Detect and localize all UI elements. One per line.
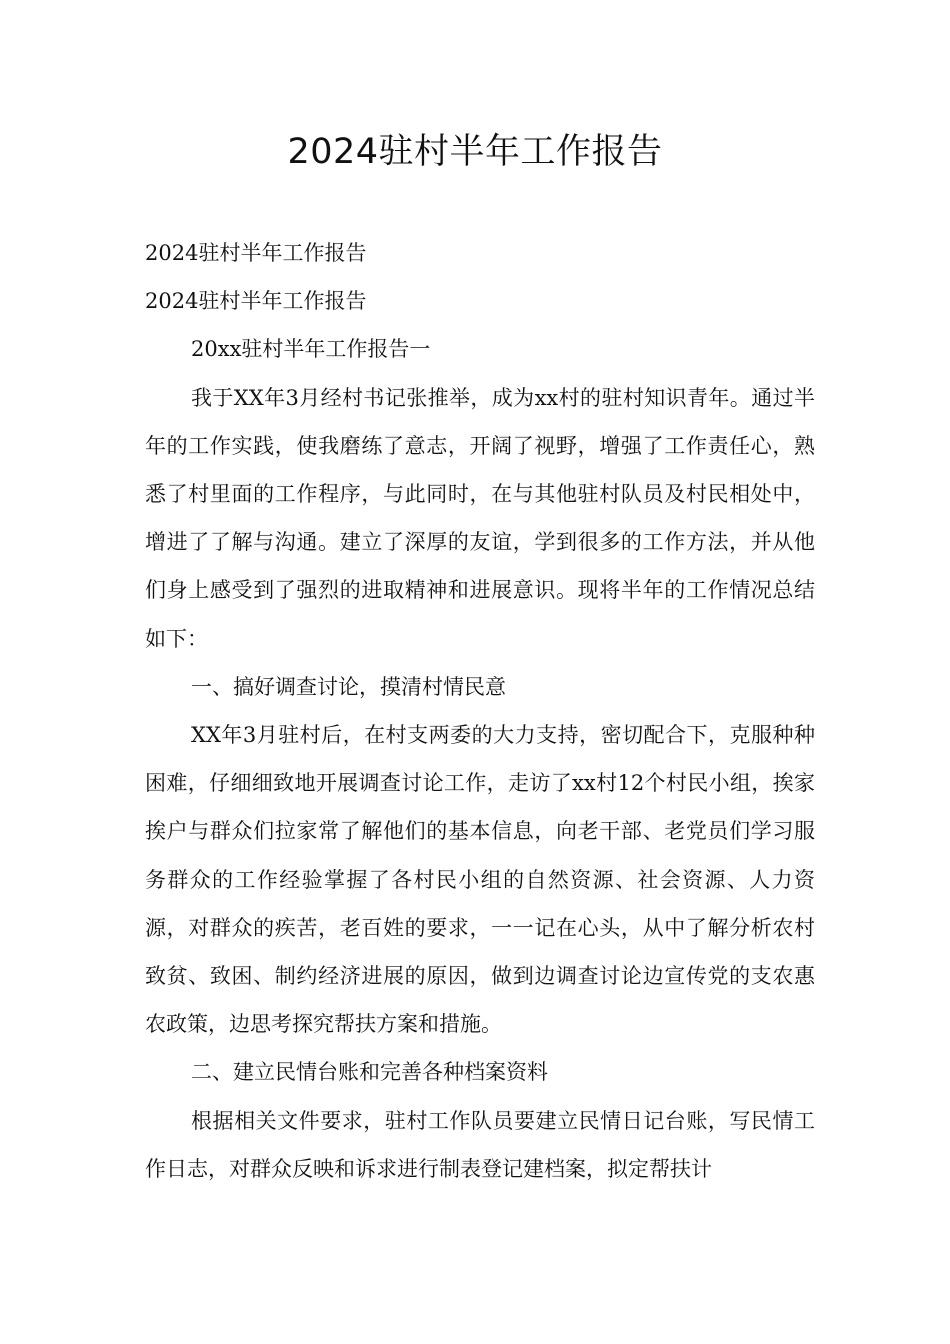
paragraph: XX年3月驻村后，在村支两委的大力支持，密切配合下，克服种种困难，仔细细致地开展调查讨论工作，走访了xx村12个村民小组，挨家挨户与群众们拉家常了解他们的基本信息，向老干部、老党员们学习服务群众的工作经验掌握了各村民小组的自然资源、社会资源、人力资源，对群众的疾苦，老百姓的要求，一一记在心头，从中了解分析农村致贫、致困、制约经济进展的原因，做到边调查讨论边宣传党的支农惠农政策，边思考探究帮扶方案和措施。 bbox=[145, 723, 815, 1037]
section-heading: 一、搞好调查讨论，摸清村情民意 bbox=[191, 674, 506, 699]
document-body bbox=[145, 229, 815, 1193]
section-heading: 20xx驻村半年工作报告一 bbox=[191, 337, 431, 362]
paragraph: 根据相关文件要求，驻村工作队员要建立民情日记台账，写民情工作日志，对群众反映和诉求进行制表登记建档案，拟定帮扶计 bbox=[145, 1108, 815, 1181]
paragraph: 2024驻村半年工作报告 bbox=[145, 289, 367, 314]
section-heading: 二、建立民情台账和完善各种档案资料 bbox=[191, 1060, 548, 1085]
paragraph: 我于XX年3月经村书记张推举，成为xx村的驻村知识青年。通过半年的工作实践，使我磨练了意志，开阔了视野，增强了工作责任心，熟悉了村里面的工作程序，与此同时，在与其他驻村队员及村民相处中，增进了了解与沟通。建立了深厚的友谊，学到很多的工作方法，并从他们身上感受到了强烈的进取精神和进展意识。现将半年的工作情况总结如下： bbox=[145, 385, 815, 651]
document-title: 2024驻村半年工作报告 bbox=[287, 132, 663, 172]
paragraph: 2024驻村半年工作报告 bbox=[145, 241, 367, 265]
